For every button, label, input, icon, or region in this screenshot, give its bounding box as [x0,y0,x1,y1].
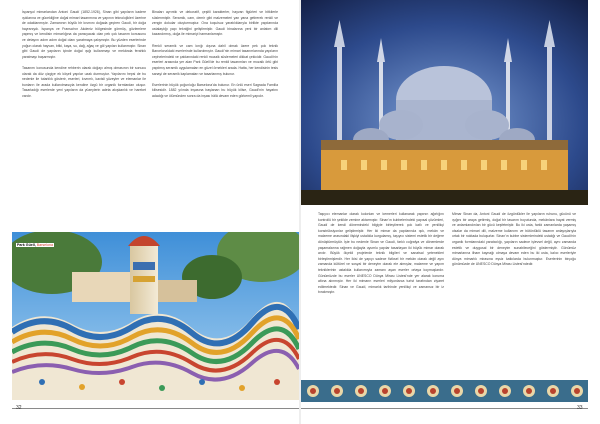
page-number-right: 33 [577,405,583,411]
right-text-column-2 [452,212,576,274]
paragraph: Mimar Sinan da, Antoni Gaudí de özgünlükler ile yapıların ruhunu, gücünü ve ışığını bir araya getirmiş, doğal bir tasarım boyutunda, mekânlara hayat vermiş ve anlamlandırılan bir gücü keşfetmiştir. Bu iki usta, farklı zamanlarda yaşamış olsalar da mimari dili, malzeme kullanımı ve bütünlüklü tasarım anlayışlarıyla ortak bir noktada buluşurlar. Sinan'ın kubbe sistemlerindeki ustalığı ve Gaudí'nin organik formlarındaki yaratıcılığı, yapıların sadece işlevsel değil, aynı zamanda estetik ve duygusal bir deneyim sunabileceğini göstermiştir. Günümüz mimarlarına ilham kaynağı olmaya devam eden bu iki usta, kalıcı eserleriyle dünya mimarlık mirasına eşsiz katkılarda bulunmuştur. Eserlerinin birçoğu günümüzde de UNESCO Dünya Mirası Listesi'ndedir. [452,212,576,267]
left-text-column-2 [152,10,278,105]
caption-title: Park Güell, [17,243,36,247]
mosque-photo [301,0,588,205]
footer-rule [12,408,299,409]
right-text-column-1 [318,212,444,302]
ornament-tile-band [301,380,588,402]
paragraph: Tasarımı konusunda kendine rehberin olarak doğayı almış olmasının bir sonucu olarak da düz çizgiye ek köşeli yapılar uzak durmuştur. Yapılarını hepsi de bu nedenle ile tutarlılık gösterir, eserleri, kıvrımlı, kavisli yüzeyler ve elemanlar ile bunların ile arada kullanılmasıyla kendine özgü bir organik formlardan oluşur. Tasarladığı eserlerde yeni yapıların da yüzeylerin adeta akışkanlık ve hareket vardır. [22,65,146,98]
paragraph: Binaları ayrıntılı ve dekoratif, çeşitli karakterler, hayvan figürleri ve bitkilerle süslenmiştir. Seramik, cam, demir gibi malzemeleri yan yana getirerek renkli ve zengin dokular oluşturmuştur. Ona koşulsuz yaratılıklarıyla birlikte yapılarında ustalaştığı yapı tekniğini geliştirmiştir. Gaudí binalarına yeni bir anlatım dili kazandırmış, doğa ile mimariyi harmanlamıştır. [152,10,278,37]
park-guell-photo [12,232,299,400]
photo-caption [16,243,54,247]
paragraph: Eserlerinin büyük çoğunluğu Barselona'da bulunur. En ünlü eseri Sagrada Familia kilisesidir. 1882 yılında inşasına başlanan bu büyük kilise, Gaudí'nin hayatını adadığı ve ölümünden sonra da inşası hâlâ devam eden görkemli yapıdır. [152,82,278,98]
left-text-column-1 [22,10,146,105]
page-number-left: 32 [16,405,22,411]
paragraph: Taşıyıcı elemanlar olarak kolonları ve kemerleri kullanarak yapının ağırlığını kontrollü bir şekilde zemine aktarmıştır. Sinan'ın kubbelerindeki yapısal çözümleri, Gaudí de kendi dönemindeki bilgiyle birleştirerek çok katlı ve yenilikçi konstrüksiyonlar geliştirmiştir. Her iki mimar da yapılarında ışık, mekân ve malzeme arasındaki ilişkiyi ustalıkla kurgulamış, taşıyıcı sistemi estetik bir değere dönüştürmüştür. İşte bu nedenle Sinan ve Gaudí, farklı coğrafya ve dönemlerde yaşamalarına rağmen doğayla uyumlu yapılar tasarlayan iki büyük mimar olarak anılır. Büyük ölçekli projelerde teknik bilgileri ve sanatsal yetenekleri birleştirmişlerdir. Her ikisi de yapıyı sadece fiziksel bir mekân olarak değil aynı zamanda kültürel ve sosyal bir deneyim olarak ele almışlar, malzeme ve yapım tekniklerinin ustalıkla kullanımıyla zamanı aşan eserler ortaya koymuşlardır. Günümüzde bu eserler UNESCO Dünya Mirası Listesi'nde yer alarak koruma altına alınmıştır. Her iki mimarın eserleri milyonlarca turist tarafından ziyaret edilmektedir. Sinan ve Gaudí, mimarlık tarihinde yenilikçi ve zamansız bir iz bırakmıştır. [318,212,444,295]
footer-rule [301,408,588,409]
paragraph: İspanyol mimarlarıdan Antoni Gaudí (1852-1926), Sinan gibi yapıların kadere ışıklarına ve gücekliğine doğal mimari tasarımına ve yapının teknolojikleri üzerine de odaklanmıştır. Zamanının büyük bir kısmını doğada geçiren Gaudí, bir doğa hayranıydı. İspanya ve Fransa'nın Akdeniz bölgesinde görmüş, gözlemlere yapmış ve kendisin mimarlığına da yansıyacak olan pek çok tasarım konusunu ve detayını adım adım doğal olanı yaratmaya çalışmıştır. Bu yüzden eserlerinde yoğun olarak hayvan, bitki, kaya, su, dağ, ağaç ve göl yapıları kullanmıştır. Sinan gibi Gaudí de yapıların içinde doğal ışığı kullanmayı ve mekânda ferahlık yaratmayı başarmıştır. [22,10,146,59]
paragraph: Renkli seramik ve cam kırığı dışına dahil olmak üzere pek çok teknik Barcelona'daki eserlerinde kullanılmıştır. Gaudí'nin mimari tasarımlarında yapıların cephelerindeki ve çatılarındaki renkli mozaik süslemeleri dikkat çekicidir. Gaudí'nin eserleri arasında yer alan Park Güell'de bu renkli tasarımları ve mozaik örtü gibi yapılmış seramik uygulamaları en güzel örnekleri arada. Hatta, her kendisinin tesis sanayi de seramik kaplamaları ve tasarlanmış bulunur. [152,43,278,76]
caption-location: Barselona [36,243,53,247]
